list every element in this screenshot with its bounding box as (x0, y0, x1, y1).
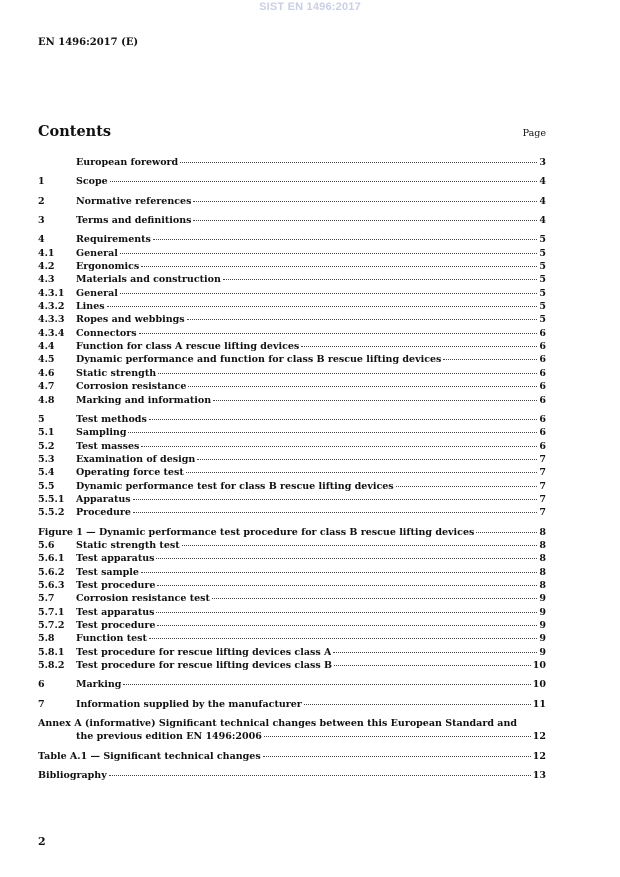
toc-leader-dots (141, 572, 537, 573)
toc-entry[interactable] (38, 440, 546, 453)
toc-number: 5.8.1 (38, 646, 65, 658)
toc-page: 6 (539, 413, 546, 425)
toc-page: 6 (539, 427, 546, 439)
toc-leader-dots (120, 293, 537, 294)
toc-title: Table A.1 — Significant technical changes (38, 750, 261, 762)
toc-number: 5 (38, 413, 45, 425)
toc-number: 5.3 (38, 453, 55, 465)
toc-entry-annex[interactable] (38, 717, 546, 730)
toc-entry[interactable] (38, 353, 546, 366)
toc-entry[interactable] (38, 380, 546, 393)
toc-page: 7 (539, 493, 546, 505)
toc-title: Test procedure (76, 579, 156, 591)
toc-entry[interactable] (38, 394, 546, 407)
toc-title: Lines (76, 301, 105, 313)
toc-leader-dots (133, 512, 537, 513)
toc-entry[interactable] (38, 659, 546, 672)
toc-page: 10 (532, 660, 546, 672)
toc-leader-dots (128, 432, 537, 433)
toc-page: 3 (539, 157, 546, 168)
toc-entry[interactable] (38, 287, 546, 300)
toc-title: Corrosion resistance test (76, 593, 210, 605)
toc-leader-dots (141, 446, 537, 447)
toc-number: 5.2 (38, 440, 55, 452)
toc-entry[interactable] (38, 698, 546, 711)
toc-entry[interactable] (38, 493, 546, 506)
toc-entry[interactable] (38, 539, 546, 552)
toc-title: Marking and information (76, 394, 212, 406)
toc-entry[interactable] (38, 606, 546, 619)
toc-number: 5.7.1 (38, 606, 65, 618)
toc-title: Dynamic performance test for class B rescue lifting devices (76, 480, 394, 492)
toc-page: 9 (539, 593, 546, 605)
toc-number: 5.7 (38, 593, 55, 605)
toc-page: 6 (539, 327, 546, 339)
watermark: SIST EN 1496:2017 (259, 1, 361, 13)
toc-entry[interactable] (38, 579, 546, 592)
toc-title: General (76, 247, 118, 259)
toc-number: 4.3.4 (38, 327, 65, 339)
toc-title: Ergonomics (76, 261, 140, 273)
toc-number: 4.3.1 (38, 287, 65, 299)
toc-entry-figure[interactable] (38, 526, 546, 539)
toc-title: Dynamic performance and function for class B rescue lifting devices (76, 354, 442, 366)
toc-title: Connectors (76, 327, 137, 339)
toc-page: 9 (539, 633, 546, 645)
toc-page: 4 (539, 195, 546, 207)
toc-leader-dots (149, 419, 538, 420)
toc-entry[interactable] (38, 619, 546, 632)
page-number: 2 (38, 835, 46, 848)
toc-leader-dots (197, 459, 537, 460)
toc-entry[interactable] (38, 592, 546, 605)
toc-title: Test sample (76, 566, 139, 578)
toc-leader-dots (107, 306, 538, 307)
toc-page: 8 (539, 566, 546, 578)
toc-title: Requirements (76, 234, 151, 246)
toc-number: 5.6 (38, 539, 55, 551)
toc-number: 5.1 (38, 427, 55, 439)
toc-leader-dots (264, 736, 531, 737)
page-column-label: Page (522, 128, 546, 139)
toc-number: 4 (38, 234, 45, 246)
toc-leader-dots (156, 612, 537, 613)
toc-entry[interactable] (38, 632, 546, 645)
toc-page: 8 (539, 539, 546, 551)
toc-entry[interactable] (38, 426, 546, 439)
toc-leader-dots (263, 756, 531, 757)
toc-title: Test apparatus (76, 606, 155, 618)
toc-leader-dots (157, 625, 537, 626)
toc-entry[interactable] (38, 480, 546, 493)
toc-number: 5.5.2 (38, 507, 65, 519)
toc-title: Function for class A rescue lifting devices (76, 341, 300, 353)
toc-leader-dots (193, 201, 537, 202)
toc-title: Terms and definitions (76, 215, 192, 227)
toc-leader-dots (182, 545, 538, 546)
toc-page: 6 (539, 394, 546, 406)
toc-title: Annex A (informative) Significant technical changes between this European Standard and (38, 718, 517, 730)
toc-page: 5 (539, 274, 546, 286)
toc-title: General (76, 287, 118, 299)
document-header: EN 1496:2017 (E) (38, 37, 139, 48)
toc-title: Corrosion resistance (76, 381, 187, 393)
toc-number: 5.5.1 (38, 493, 65, 505)
toc-page: 9 (539, 620, 546, 631)
toc-leader-dots (476, 532, 537, 533)
toc-title: Ropes and webbings (76, 314, 185, 326)
toc-page: 7 (539, 453, 546, 465)
toc-page: 5 (539, 234, 546, 246)
toc-page: 8 (539, 579, 546, 591)
toc-title: Test methods (76, 413, 147, 425)
toc-number: 5.6.1 (38, 553, 65, 565)
toc-entry[interactable] (38, 367, 546, 380)
toc-number: 5.6.3 (38, 579, 65, 591)
toc-title: Materials and construction (76, 274, 221, 286)
toc-page: 8 (539, 526, 546, 538)
toc-number: 3 (38, 215, 45, 227)
toc-title: Bibliography (38, 770, 107, 782)
toc-number: 4.5 (38, 354, 55, 366)
toc-number: 5.5 (38, 480, 55, 492)
toc-number: 2 (38, 195, 45, 207)
toc-leader-dots (139, 333, 538, 334)
toc-page: 6 (539, 440, 546, 452)
toc-number: 7 (38, 698, 45, 710)
toc-title: Apparatus (76, 493, 131, 505)
toc-number: 5.6.2 (38, 566, 65, 578)
toc-number: 4.6 (38, 367, 55, 379)
toc-entry-annex-continued[interactable] (38, 730, 546, 743)
toc-leader-dots (109, 775, 531, 776)
toc-entry[interactable] (38, 453, 546, 466)
toc-entry[interactable] (38, 233, 546, 246)
toc-entry-table[interactable] (38, 750, 546, 763)
toc-leader-dots (141, 266, 537, 267)
toc-leader-dots (120, 253, 537, 254)
toc-number: 4.2 (38, 261, 55, 273)
toc-page: 9 (539, 606, 546, 618)
toc-number: 1 (38, 176, 45, 188)
toc-entry[interactable] (38, 214, 546, 227)
toc-leader-dots (153, 239, 537, 240)
toc-leader-dots (212, 598, 538, 599)
toc-title: Figure 1 — Dynamic performance test procedure for class B rescue lifting devices (38, 526, 475, 538)
toc-title: Static strength test (76, 539, 180, 551)
toc-title: Scope (76, 176, 108, 188)
toc-page: 12 (532, 750, 546, 762)
toc-page: 6 (539, 354, 546, 366)
toc-leader-dots (193, 220, 537, 221)
toc-title: Sampling (76, 427, 127, 439)
toc-entry[interactable] (38, 646, 546, 659)
toc-page: 13 (532, 770, 546, 782)
toc-leader-dots (443, 359, 537, 360)
toc-title-line2: the previous edition EN 1496:2006 (76, 731, 262, 743)
toc-page: 5 (539, 287, 546, 299)
toc-title: Test procedure for rescue lifting devices class B (76, 660, 333, 672)
toc-page: 4 (539, 176, 546, 188)
toc-page: 10 (532, 679, 546, 691)
toc-leader-dots (301, 346, 537, 347)
toc-entry[interactable] (38, 300, 546, 313)
toc-entry[interactable] (38, 195, 546, 208)
toc-title: Information supplied by the manufacturer (76, 698, 302, 710)
toc-title: Test apparatus (76, 553, 155, 565)
toc-number: 5.4 (38, 467, 55, 479)
toc-number: 5.8 (38, 633, 55, 645)
toc-leader-dots (304, 704, 531, 705)
toc-entry[interactable] (38, 552, 546, 565)
toc-page: 5 (539, 314, 546, 326)
toc-title: Static strength (76, 367, 157, 379)
toc-leader-dots (157, 585, 537, 586)
toc-page: 7 (539, 507, 546, 519)
toc-page: 5 (539, 301, 546, 313)
toc-page: 11 (532, 698, 546, 710)
toc-leader-dots (158, 373, 537, 374)
toc-leader-dots (186, 472, 538, 473)
toc-page: 5 (539, 261, 546, 273)
toc-title: Normative references (76, 195, 192, 207)
toc-leader-dots (223, 279, 538, 280)
toc-entry[interactable] (38, 273, 546, 286)
toc-leader-dots (180, 162, 537, 163)
toc-number: 4.3 (38, 274, 55, 286)
toc-title: Procedure (76, 507, 131, 519)
toc-entry[interactable] (38, 678, 546, 691)
toc-number: 4.3.3 (38, 314, 65, 326)
toc-number: 4.3.2 (38, 301, 65, 313)
toc-number: 6 (38, 679, 45, 691)
toc-number: 4.7 (38, 381, 55, 393)
toc-number: 4.4 (38, 341, 55, 353)
toc-entry[interactable] (38, 156, 546, 169)
toc-entry[interactable] (38, 260, 546, 273)
toc-page: 7 (539, 467, 546, 479)
toc-page: 9 (539, 646, 546, 658)
toc-title: Operating force test (76, 467, 184, 479)
toc-leader-dots (213, 400, 537, 401)
toc-page: 6 (539, 341, 546, 353)
toc-title: Examination of design (76, 453, 196, 465)
toc-number: 4.1 (38, 247, 55, 259)
toc-entry[interactable] (38, 247, 546, 260)
toc-title: Function test (76, 633, 147, 645)
toc-title: Test masses (76, 440, 140, 452)
toc-entry[interactable] (38, 566, 546, 579)
toc-leader-dots (333, 652, 537, 653)
toc-leader-dots (188, 386, 537, 387)
toc-entry[interactable] (38, 313, 546, 326)
table-of-contents (38, 156, 546, 782)
toc-page: 6 (539, 367, 546, 379)
toc-entry[interactable] (38, 175, 546, 188)
toc-page: 8 (539, 553, 546, 565)
toc-leader-dots (110, 181, 538, 182)
toc-page: 4 (539, 215, 546, 227)
toc-title: Test procedure (76, 620, 156, 631)
toc-page: 12 (532, 731, 546, 743)
toc-title: European foreword (76, 157, 179, 168)
toc-entry-bibliography[interactable] (38, 769, 546, 782)
toc-leader-dots (334, 665, 531, 666)
toc-page: 5 (539, 247, 546, 259)
toc-number: 5.7.2 (38, 620, 65, 631)
toc-leader-dots (149, 638, 537, 639)
toc-entry[interactable] (38, 340, 546, 353)
toc-leader-dots (123, 684, 530, 685)
toc-leader-dots (156, 558, 537, 559)
toc-entry[interactable] (38, 327, 546, 340)
toc-leader-dots (396, 486, 538, 487)
toc-entry[interactable] (38, 413, 546, 426)
toc-leader-dots (133, 499, 538, 500)
toc-number: 5.8.2 (38, 660, 65, 672)
toc-entry[interactable] (38, 466, 546, 479)
toc-leader-dots (187, 319, 538, 320)
toc-page: 6 (539, 381, 546, 393)
contents-title: Contents (38, 123, 112, 140)
toc-number: 4.8 (38, 394, 55, 406)
toc-page: 7 (539, 480, 546, 492)
toc-entry[interactable] (38, 506, 546, 519)
toc-title: Test procedure for rescue lifting devices class A (76, 646, 332, 658)
toc-title: Marking (76, 679, 122, 691)
